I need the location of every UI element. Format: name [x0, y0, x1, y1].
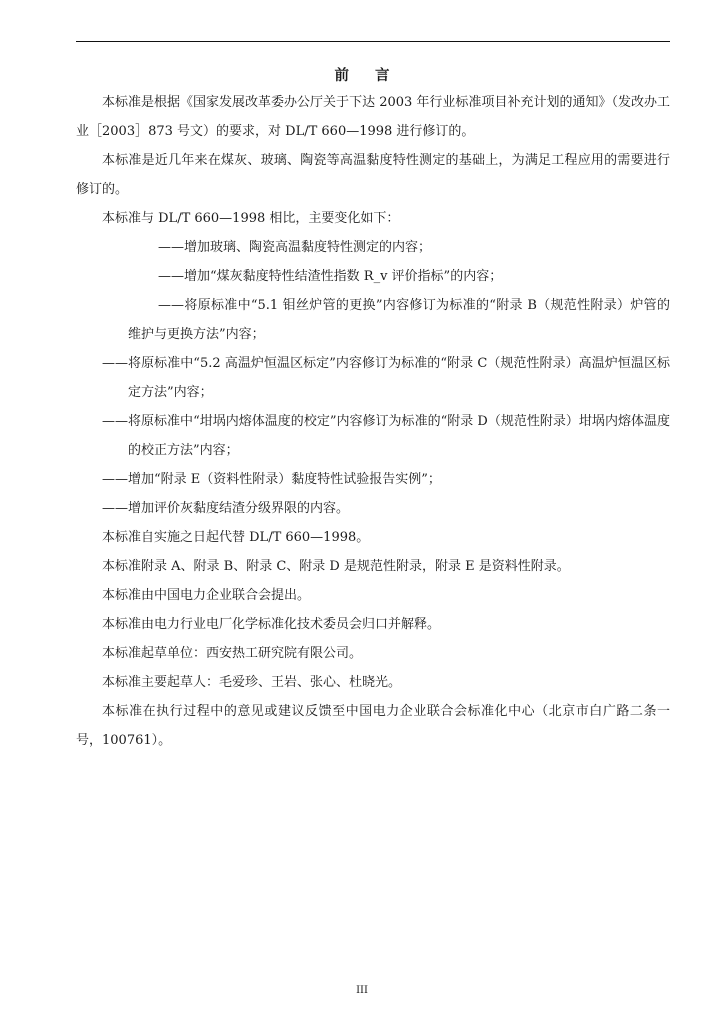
closing-paragraph-7: 本标准在执行过程中的意见或建议反馈至中国电力企业联合会标准化中心（北京市白广路二条一号，100761）。	[76, 704, 670, 748]
header-rule	[76, 41, 670, 42]
page-title	[0, 64, 724, 85]
closing-paragraph-4: 本标准由电力行业电厂化学标准化技术委员会归口并解释。	[102, 617, 441, 632]
change-item-2: ——增加“煤灰黏度特性结渣性指数 R_v 评价指标”的内容；	[158, 269, 503, 284]
title-char-1: 前	[334, 67, 349, 84]
intro-paragraph-3: 本标准与 DL/T 660—1998 相比，主要变化如下：	[102, 211, 400, 226]
page-number: III	[356, 985, 368, 996]
intro-paragraph-1: 本标准是根据《国家发展改革委办公厅关于下达 2003 年行业标准项目补充计划的通知》（发改办工业［2003］873 号文）的要求，对 DL/T 660—1998 进行修订的。	[76, 95, 670, 139]
change-item-4: ——将原标准中“5.2 高温炉恒温区标定”内容修订为标准的“附录 C（规范性附录）高温炉恒温区标定方法”内容；	[102, 356, 670, 400]
closing-paragraph-6: 本标准主要起草人：毛爱珍、王岩、张心、杜晓光。	[102, 675, 402, 690]
change-item-1: ——增加玻璃、陶瓷高温黏度特性测定的内容；	[158, 240, 432, 255]
document-body	[76, 88, 670, 755]
change-item-5: ——将原标准中“坩埚内熔体温度的校定”内容修订为标准的“附录 D（规范性附录）坩埚内熔体温度的校正方法”内容；	[102, 414, 670, 458]
change-item-6: ——增加“附录 E（资料性附录）黏度特性试验报告实例”；	[102, 472, 441, 487]
closing-paragraph-2: 本标准附录 A、附录 B、附录 C、附录 D 是规范性附录，附录 E 是资料性附录。	[102, 559, 570, 574]
change-item-7: ——增加评价灰黏度结渣分级界限的内容。	[102, 501, 350, 516]
intro-paragraph-2: 本标准是近几年来在煤灰、玻璃、陶瓷等高温黏度特性测定的基础上，为满足工程应用的需要进行修订的。	[76, 153, 670, 197]
closing-paragraph-5: 本标准起草单位：西安热工研究院有限公司。	[102, 646, 363, 661]
closing-paragraph-1: 本标准自实施之日起代替 DL/T 660—1998。	[102, 530, 370, 545]
closing-paragraph-3: 本标准由中国电力企业联合会提出。	[102, 588, 311, 603]
title-char-2: 言	[375, 67, 390, 84]
change-item-3: ——将原标准中“5.1 钼丝炉管的更换”内容修订为标准的“附录 B（规范性附录）炉管的维护与更换方法”内容；	[128, 298, 670, 342]
